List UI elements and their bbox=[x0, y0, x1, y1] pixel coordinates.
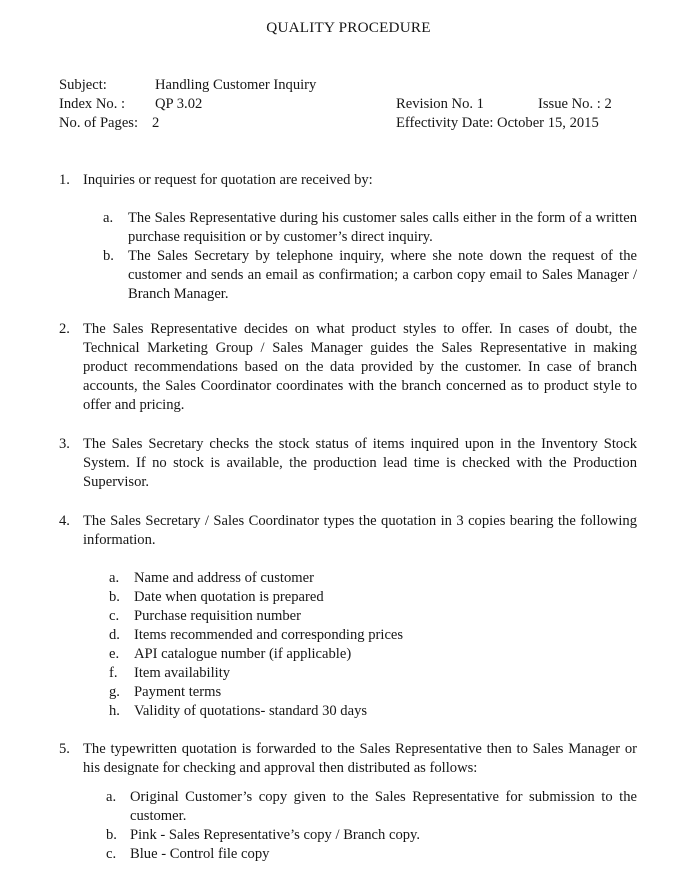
list-item-text: Pink - Sales Representative’s copy / Branch copy. bbox=[130, 827, 421, 843]
list-item-text: Items recommended and corresponding prices bbox=[134, 627, 404, 643]
effectivity-date: Effectivity Date: October 15, 2015 bbox=[396, 115, 599, 131]
section-number: 4. bbox=[59, 513, 70, 529]
list-item-text: The Sales Representative during his customer sales calls either in the form of a written purchase requisition or by customer’s direct inquiry. bbox=[128, 210, 637, 245]
section-1 bbox=[59, 171, 637, 304]
section-text: The typewritten quotation is forwarded to the Sales Representative then to Sales Manager or his designate for checking and approval then distributed as follows: bbox=[83, 741, 637, 776]
subject-value: Handling Customer Inquiry bbox=[155, 77, 317, 93]
list-item-letter: a. bbox=[109, 570, 120, 586]
list-item-letter: c. bbox=[106, 846, 117, 862]
section-text: Inquiries or request for quotation are received by: bbox=[83, 172, 373, 188]
list-item-letter: b. bbox=[103, 248, 114, 264]
revision-row bbox=[396, 95, 636, 114]
information-list bbox=[109, 569, 637, 721]
list-item-text: Payment terms bbox=[134, 684, 222, 700]
issue-number: Issue No. : 2 bbox=[538, 96, 612, 112]
list-item bbox=[103, 247, 637, 304]
list-item-text: Purchase requisition number bbox=[134, 608, 301, 624]
list-item-text: Date when quotation is prepared bbox=[134, 589, 324, 605]
list-item-text: Validity of quotations- standard 30 days bbox=[134, 703, 368, 719]
list-item-letter: d. bbox=[109, 627, 120, 643]
list-item-text: Original Customer’s copy given to the Sales Representative for submission to the customer. bbox=[130, 789, 637, 824]
index-value: QP 3.02 bbox=[155, 96, 203, 112]
section-5 bbox=[59, 740, 637, 864]
pages-label: No. of Pages: bbox=[59, 115, 139, 131]
section-text: The Sales Secretary checks the stock status of items inquired upon in the Inventory Stock System. If no stock is available, the production lead time is checked with the Production Supervisor. bbox=[83, 436, 637, 490]
list-item-letter: b. bbox=[106, 827, 117, 843]
list-item bbox=[109, 645, 637, 664]
list-item-letter: a. bbox=[103, 210, 114, 226]
list-item-letter: b. bbox=[109, 589, 120, 605]
list-item-letter: g. bbox=[109, 684, 120, 700]
section-text: The Sales Secretary / Sales Coordinator types the quotation in 3 copies bearing the following information. bbox=[83, 513, 637, 548]
list-item bbox=[109, 588, 637, 607]
list-item-text: Blue - Control file copy bbox=[130, 846, 270, 862]
section-number: 2. bbox=[59, 321, 70, 337]
list-item-text: Name and address of customer bbox=[134, 570, 314, 586]
list-item bbox=[109, 569, 637, 588]
page-title: QUALITY PROCEDURE bbox=[266, 19, 431, 36]
list-item-text: API catalogue number (if applicable) bbox=[134, 646, 352, 662]
list-item bbox=[103, 209, 637, 247]
list-item bbox=[109, 683, 637, 702]
section-3 bbox=[59, 435, 637, 492]
list-item-letter: h. bbox=[109, 703, 120, 719]
index-label: Index No. : bbox=[59, 96, 126, 112]
list-item bbox=[106, 826, 637, 845]
list-item bbox=[109, 626, 637, 645]
section-2 bbox=[59, 320, 637, 415]
effectivity-row bbox=[396, 114, 636, 133]
document-meta-right bbox=[396, 95, 636, 133]
list-item bbox=[106, 788, 637, 826]
subject-label: Subject: bbox=[59, 77, 107, 93]
section-number: 3. bbox=[59, 436, 70, 452]
section-number: 1. bbox=[59, 172, 70, 188]
list-item-letter: a. bbox=[106, 789, 117, 805]
revision-number: Revision No. 1 bbox=[396, 96, 484, 112]
list-item bbox=[109, 664, 637, 683]
list-item bbox=[106, 845, 637, 864]
list-item-letter: f. bbox=[109, 665, 118, 681]
list-item-text: Item availability bbox=[134, 665, 231, 681]
list-item bbox=[109, 702, 637, 721]
list-item-letter: c. bbox=[109, 608, 120, 624]
section-number: 5. bbox=[59, 741, 70, 757]
pages-value: 2 bbox=[152, 115, 160, 131]
list-item-text: The Sales Secretary by telephone inquiry, where she note down the request of the customer and sends an email as confirmation; a carbon copy email to Sales Manager / Branch Manager. bbox=[128, 248, 637, 302]
list-item bbox=[109, 607, 637, 626]
list-item-letter: e. bbox=[109, 646, 120, 662]
distribution-list bbox=[106, 788, 637, 864]
section-text: The Sales Representative decides on what product styles to offer. In cases of doubt, the Technical Marketing Group / Sales Manager guides the Sales Representative in making product recommendations based on the data provided by the customer. In case of branch accounts, the Sales Coordinator coordinates with the branch concerned as to product style to offer and pricing. bbox=[83, 321, 637, 413]
section-4 bbox=[59, 512, 637, 721]
